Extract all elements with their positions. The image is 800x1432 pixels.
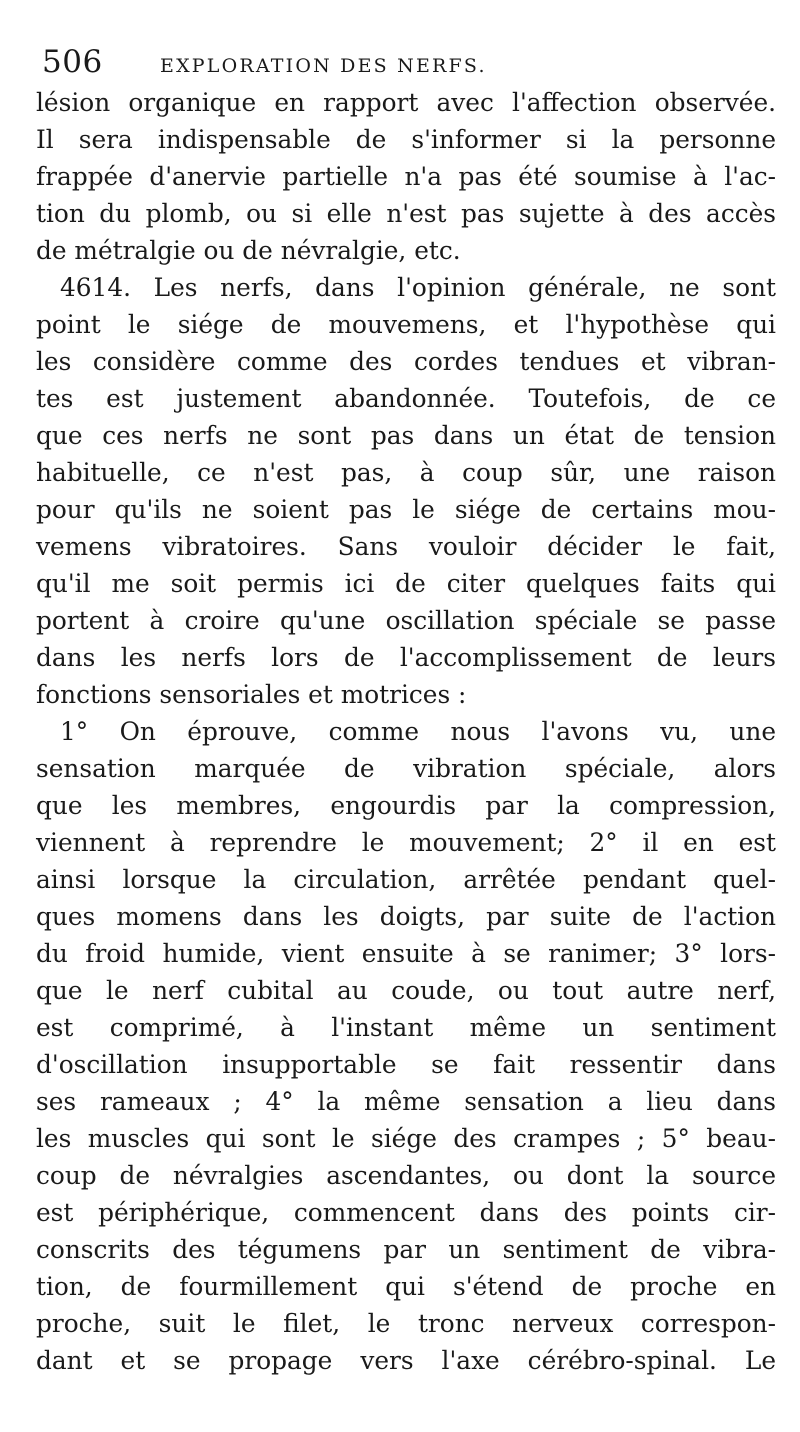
text-line: 1° On éprouve, comme nous l'avons vu, une xyxy=(60,717,776,746)
text-line: dans les nerfs lors de l'accomplissement de leurs xyxy=(36,643,776,672)
text-line: que les membres, engourdis par la compression, xyxy=(36,791,776,820)
text-line: lésion organique en rapport avec l'affection observée. xyxy=(36,88,776,117)
text-line: Il sera indispensable de s'informer si la personne xyxy=(36,125,776,154)
text-line: de métralgie ou de névralgie, etc. xyxy=(36,236,461,265)
text-line: est comprimé, à l'instant même un sentiment xyxy=(36,1013,776,1042)
text-line: est périphérique, commencent dans des points cir- xyxy=(36,1198,776,1227)
text-line: habituelle, ce n'est pas, à coup sûr, une raison xyxy=(36,458,776,487)
text-line: conscrits des tégumens par un sentiment de vibra- xyxy=(36,1235,776,1264)
text-line: sensation marquée de vibration spéciale, alors xyxy=(36,754,776,783)
text-line: dant et se propage vers l'axe cérébro-spinal. Le xyxy=(36,1346,776,1375)
text-line: fonctions sensoriales et motrices : xyxy=(36,680,467,709)
body-text xyxy=(36,84,776,1379)
text-line: viennent à reprendre le mouvement; 2° il en est xyxy=(36,828,776,857)
text-line: frappée d'anervie partielle n'a pas été soumise à l'ac- xyxy=(36,162,776,191)
text-line: les muscles qui sont le siége des crampes ; 5° beau- xyxy=(36,1124,776,1153)
text-line: tion, de fourmillement qui s'étend de proche en xyxy=(36,1272,776,1301)
text-line: proche, suit le filet, le tronc nerveux correspon- xyxy=(36,1309,776,1338)
text-line: ainsi lorsque la circulation, arrêtée pendant quel- xyxy=(36,865,776,894)
text-line: vemens vibratoires. Sans vouloir décider le fait, xyxy=(36,532,776,561)
text-line: ses rameaux ; 4° la même sensation a lieu dans xyxy=(36,1087,776,1116)
text-line: les considère comme des cordes tendues et vibran- xyxy=(36,347,776,376)
text-line: portent à croire qu'une oscillation spéciale se passe xyxy=(36,606,776,635)
text-line: coup de névralgies ascendantes, ou dont la source xyxy=(36,1161,776,1190)
text-line: que ces nerfs ne sont pas dans un état de tension xyxy=(36,421,776,450)
text-line: pour qu'ils ne soient pas le siége de certains mou- xyxy=(36,495,776,524)
page-header xyxy=(36,40,776,84)
text-line: 4614. Les nerfs, dans l'opinion générale, ne sont xyxy=(60,273,776,302)
book-page xyxy=(36,40,776,1379)
text-line: du froid humide, vient ensuite à se ranimer; 3° lors- xyxy=(36,939,776,968)
page-number: 506 xyxy=(42,44,103,80)
text-line: tes est justement abandonnée. Toutefois, de ce xyxy=(36,384,776,413)
text-line: que le nerf cubital au coude, ou tout autre nerf, xyxy=(36,976,776,1005)
text-line: d'oscillation insupportable se fait ressentir dans xyxy=(36,1050,776,1079)
text-line: qu'il me soit permis ici de citer quelques faits qui xyxy=(36,569,776,598)
text-line: point le siége de mouvemens, et l'hypothèse qui xyxy=(36,310,776,339)
running-title: EXPLORATION DES NERFS. xyxy=(160,55,487,77)
text-line: ques momens dans les doigts, par suite de l'action xyxy=(36,902,776,931)
text-line: tion du plomb, ou si elle n'est pas sujette à des accès xyxy=(36,199,776,228)
